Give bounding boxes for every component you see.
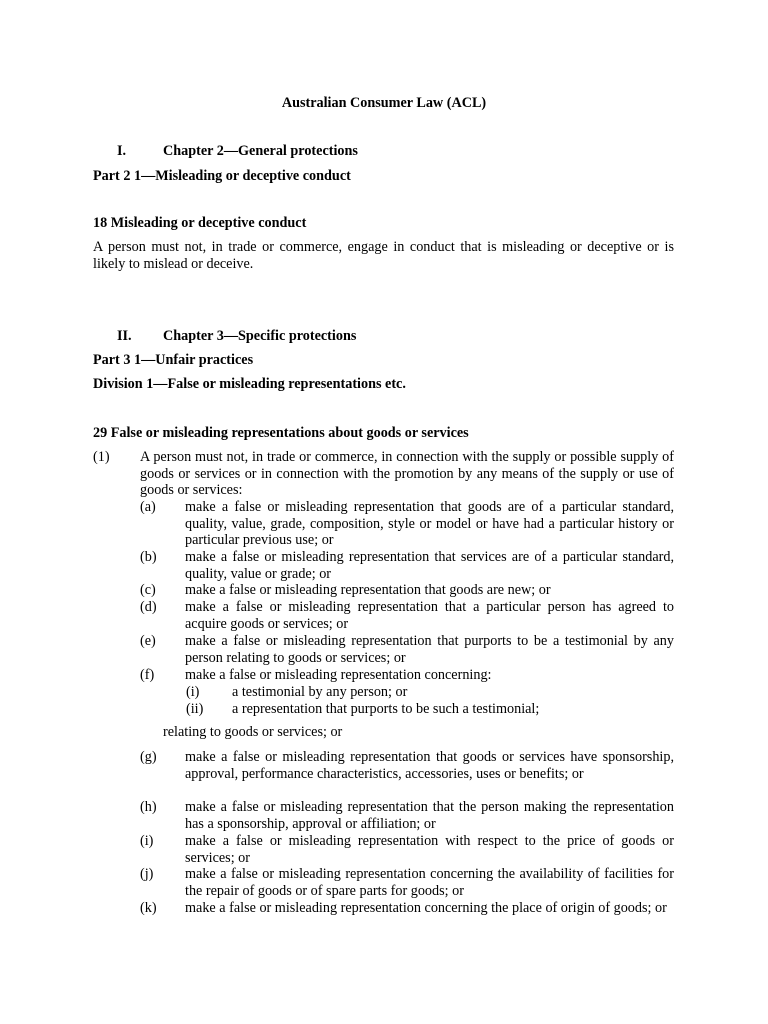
item-label: (h) — [140, 799, 157, 815]
sub-item-text: a representation that purports to be such a testimonial; — [232, 701, 540, 717]
section18-text: A person must not, in trade or commerce, engage in conduct that is misleading or deceptive or is likely to mislead or deceive. — [93, 239, 674, 272]
division1-heading: Division 1—False or misleading representations etc. — [93, 376, 406, 392]
item-text: make a false or misleading representation that goods are new; or — [185, 582, 551, 598]
chapter2-numeral: I. — [117, 143, 127, 159]
item-label: (j) — [140, 866, 154, 882]
section18-heading: 18 Misleading or deceptive conduct — [93, 215, 307, 231]
item-text: make a false or misleading representation that goods are of a particular standard, quality, value, grade, composition, style or model or have had a particular history or particular previous use; or — [185, 499, 674, 549]
chapter3-numeral: II. — [117, 328, 132, 344]
item-text: make a false or misleading representation that goods or services have sponsorship, approval, performance characteristics, accessories, uses or benefits; or — [185, 749, 674, 782]
item-label: (a) — [140, 499, 156, 515]
part3-heading: Part 3 1—Unfair practices — [93, 352, 254, 368]
section29-heading: 29 False or misleading representations about goods or services — [93, 425, 469, 441]
item-text: make a false or misleading representation that services are of a particular standard, quality, value or grade; or — [185, 549, 674, 582]
item-label: (d) — [140, 599, 157, 615]
sub-item-label: (ii) — [186, 701, 204, 717]
sub-item-label: (i) — [186, 684, 200, 700]
document-title: Australian Consumer Law (ACL) — [281, 95, 487, 111]
item-text: make a false or misleading representation concerning the place of origin of goods; or — [185, 900, 667, 916]
item-text: make a false or misleading representation that the person making the representation has a sponsorship, approval or affiliation; or — [185, 799, 674, 832]
item-label: (i) — [140, 833, 154, 849]
item-label: (b) — [140, 549, 157, 565]
item-label: (e) — [140, 633, 156, 649]
chapter2-heading: Chapter 2—General protections — [163, 143, 358, 159]
item-text: make a false or misleading representation that purports to be a testimonial by any person relating to goods or services; or — [185, 633, 674, 666]
subsection-text: A person must not, in trade or commerce, in connection with the supply or possible supply of goods or services or in connection with the promotion by any means of the supply or use of goods or services: — [140, 449, 674, 499]
item-label: (c) — [140, 582, 156, 598]
part2-heading: Part 2 1—Misleading or deceptive conduct — [93, 168, 351, 184]
item-text: make a false or misleading representation that a particular person has agreed to acquire goods or services; or — [185, 599, 674, 632]
item-text: make a false or misleading representation concerning the availability of facilities for the repair of goods or of spare parts for goods; or — [185, 866, 674, 899]
item-label: (k) — [140, 900, 157, 916]
sub-item-text: a testimonial by any person; or — [232, 684, 408, 700]
item-label: (f) — [140, 667, 155, 683]
item-text: make a false or misleading representation with respect to the price of goods or services; or — [185, 833, 674, 866]
item-label: (g) — [140, 749, 157, 765]
item-text: make a false or misleading representation concerning: — [185, 667, 492, 683]
chapter3-heading: Chapter 3—Specific protections — [163, 328, 357, 344]
subsection-label: (1) — [93, 449, 110, 465]
trailing-text: relating to goods or services; or — [163, 724, 343, 740]
